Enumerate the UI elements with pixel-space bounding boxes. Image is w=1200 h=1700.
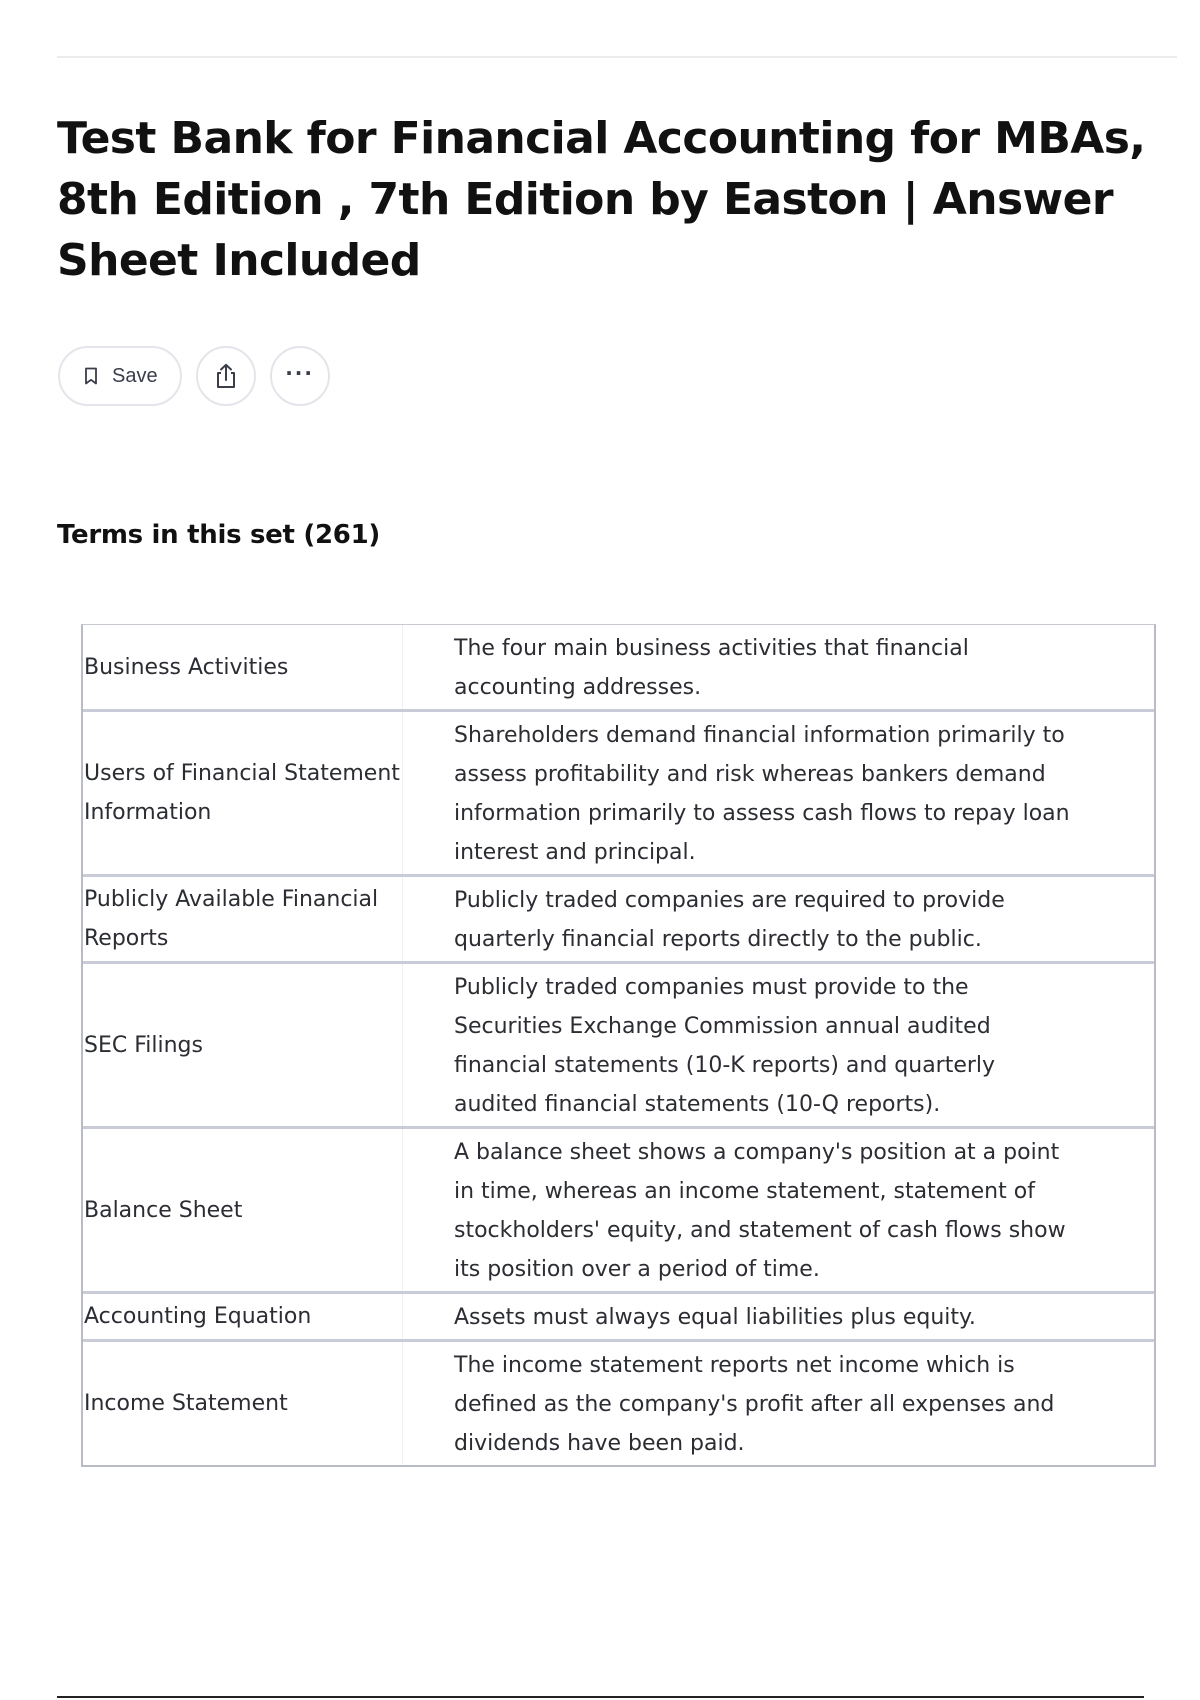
action-bar xyxy=(58,346,330,406)
definition-cell: A balance sheet shows a company's position at a point in time, whereas an income statement, statement of stockholders' equity, and statement of cash flows show its position over a period of time. xyxy=(454,1140,1066,1282)
table-row xyxy=(83,625,1154,712)
bookmark-icon xyxy=(84,367,98,385)
table-row xyxy=(83,1294,1154,1342)
term-cell: Accounting Equation xyxy=(83,1294,403,1339)
bottom-divider xyxy=(57,1696,1144,1698)
table-row xyxy=(83,1129,1154,1294)
table-row xyxy=(83,712,1154,877)
term-cell: Balance Sheet xyxy=(83,1129,403,1291)
definition-cell: Assets must always equal liabilities plus equity. xyxy=(454,1305,976,1330)
definition-cell: Publicly traded companies must provide to the Securities Exchange Commission annual audited financial statements (10-K reports) and quarterly audited financial statements (10-Q reports). xyxy=(454,975,996,1117)
definition-cell: The four main business activities that financial accounting addresses. xyxy=(454,636,969,700)
top-divider xyxy=(57,56,1177,58)
terms-table xyxy=(81,624,1156,1467)
save-button-label: Save xyxy=(112,364,158,387)
table-row xyxy=(83,1342,1154,1465)
table-row xyxy=(83,964,1154,1129)
share-button[interactable] xyxy=(196,346,256,406)
term-cell: Publicly Available Financial Reports xyxy=(83,877,403,961)
term-cell: Income Statement xyxy=(83,1342,403,1465)
definition-cell: Shareholders demand financial information primarily to assess profitability and risk whereas bankers demand information primarily to assess cash flows to repay loan interest and principal. xyxy=(454,723,1070,865)
more-options-button[interactable] xyxy=(270,346,330,406)
table-row xyxy=(83,877,1154,964)
term-cell: SEC Filings xyxy=(83,964,403,1126)
term-cell: Business Activities xyxy=(83,625,403,709)
definition-cell: Publicly traded companies are required to provide quarterly financial reports directly to the public. xyxy=(454,888,1005,952)
share-icon xyxy=(214,363,238,389)
page-title: Test Bank for Financial Accounting for MBAs, 8th Edition , 7th Edition by Easton | Answer Sheet Included xyxy=(57,113,1146,286)
definition-cell: The income statement reports net income which is defined as the company's profit after all expenses and dividends have been paid. xyxy=(454,1353,1055,1456)
term-cell: Users of Financial Statement Information xyxy=(83,712,403,874)
save-button[interactable] xyxy=(58,346,182,406)
more-options-icon: ··· xyxy=(285,361,314,385)
terms-heading: Terms in this set (261) xyxy=(57,520,380,550)
